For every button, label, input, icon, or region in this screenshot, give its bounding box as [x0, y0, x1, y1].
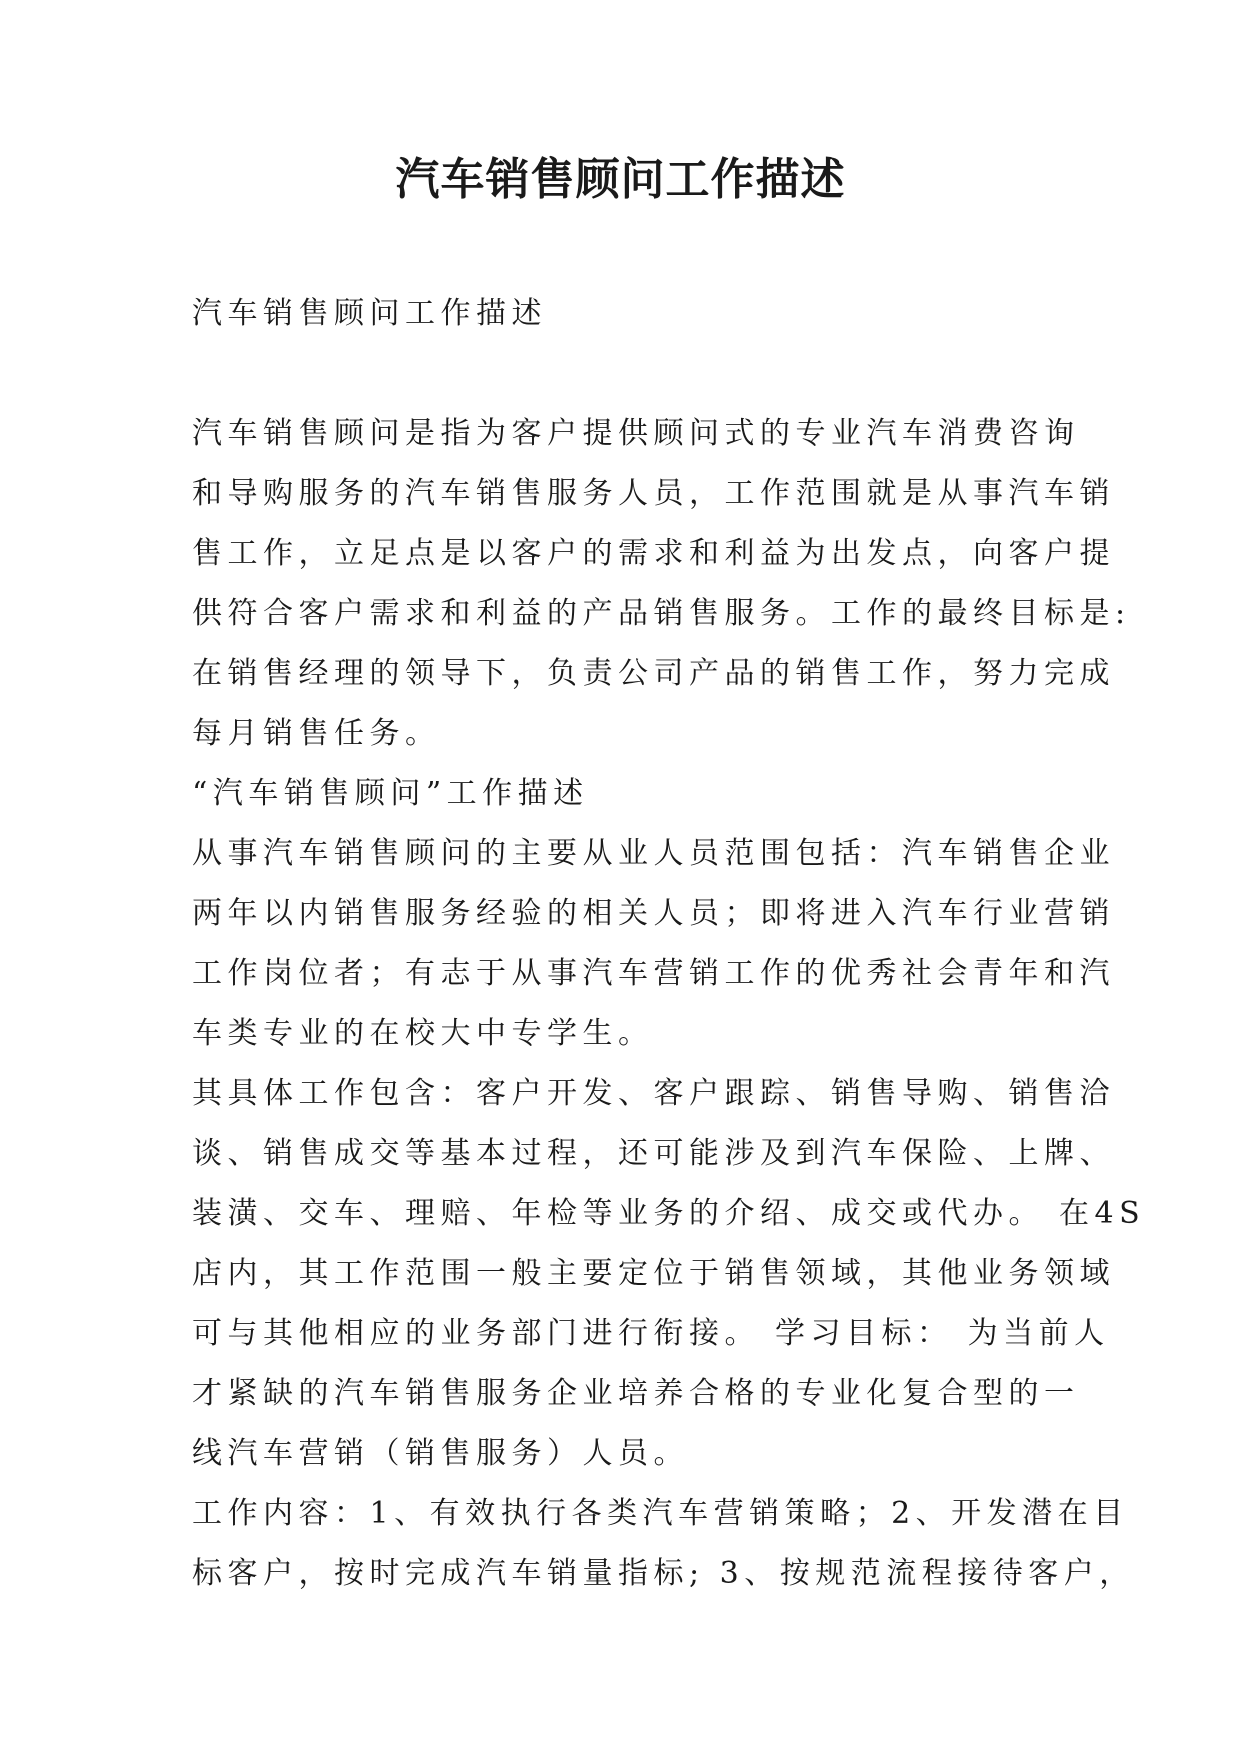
text-line: 其具体工作包含：客户开发、客户跟踪、销售导购、销售洽 — [192, 1076, 1115, 1111]
text-line: 从事汽车销售顾问的主要从业人员范围包括：汽车销售企业 — [192, 836, 1115, 871]
text-line: 才紧缺的汽车销售服务企业培养合格的专业化复合型的一 — [192, 1376, 1080, 1411]
text-line: 可与其他相应的业务部门进行衔接。 学习目标： 为当前人 — [192, 1316, 1110, 1351]
text-line: 两年以内销售服务经验的相关人员；即将进入汽车行业营销 — [192, 896, 1115, 931]
text-line: 工作内容：1、有效执行各类汽车营销策略；2、开发潜在目 — [192, 1496, 1129, 1531]
text-line: 售工作，立足点是以客户的需求和利益为出发点，向客户提 — [192, 536, 1115, 571]
text-line: 标客户，按时完成汽车销量指标; 3、按规范流程接待客户， — [192, 1556, 1135, 1591]
text-line: 线汽车营销（销售服务）人员。 — [192, 1436, 689, 1471]
text-line: 店内，其工作范围一般主要定位于销售领域，其他业务领域 — [192, 1256, 1115, 1291]
section-heading-line: “汽车销售顾问”工作描述 — [192, 776, 589, 811]
text-line: 每月销售任务。 — [192, 716, 441, 751]
text-line: 在销售经理的领导下，负责公司产品的销售工作，努力完成 — [192, 656, 1115, 691]
text-line: 谈、销售成交等基本过程，还可能涉及到汽车保险、上牌、 — [192, 1136, 1115, 1171]
text-line: 供符合客户需求和利益的产品销售服务。工作的最终目标是: — [192, 596, 1131, 631]
text-line: 工作岗位者；有志于从事汽车营销工作的优秀社会青年和汽 — [192, 956, 1115, 991]
blank-line — [192, 344, 1062, 404]
text-line: 装潢、交车、理赔、年检等业务的介绍、成交或代办。 在4S — [192, 1196, 1146, 1231]
subtitle-line: 汽车销售顾问工作描述 — [192, 296, 547, 331]
text-line: 和导购服务的汽车销售服务人员，工作范围就是从事汽车销 — [192, 476, 1115, 511]
document-title: 汽车销售顾问工作描述 — [395, 154, 846, 205]
text-line: 汽车销售顾问是指为客户提供顾问式的专业汽车消费咨询 — [192, 416, 1080, 451]
document-body — [192, 284, 1146, 1604]
text-line: 车类专业的在校大中专学生。 — [192, 1016, 654, 1051]
